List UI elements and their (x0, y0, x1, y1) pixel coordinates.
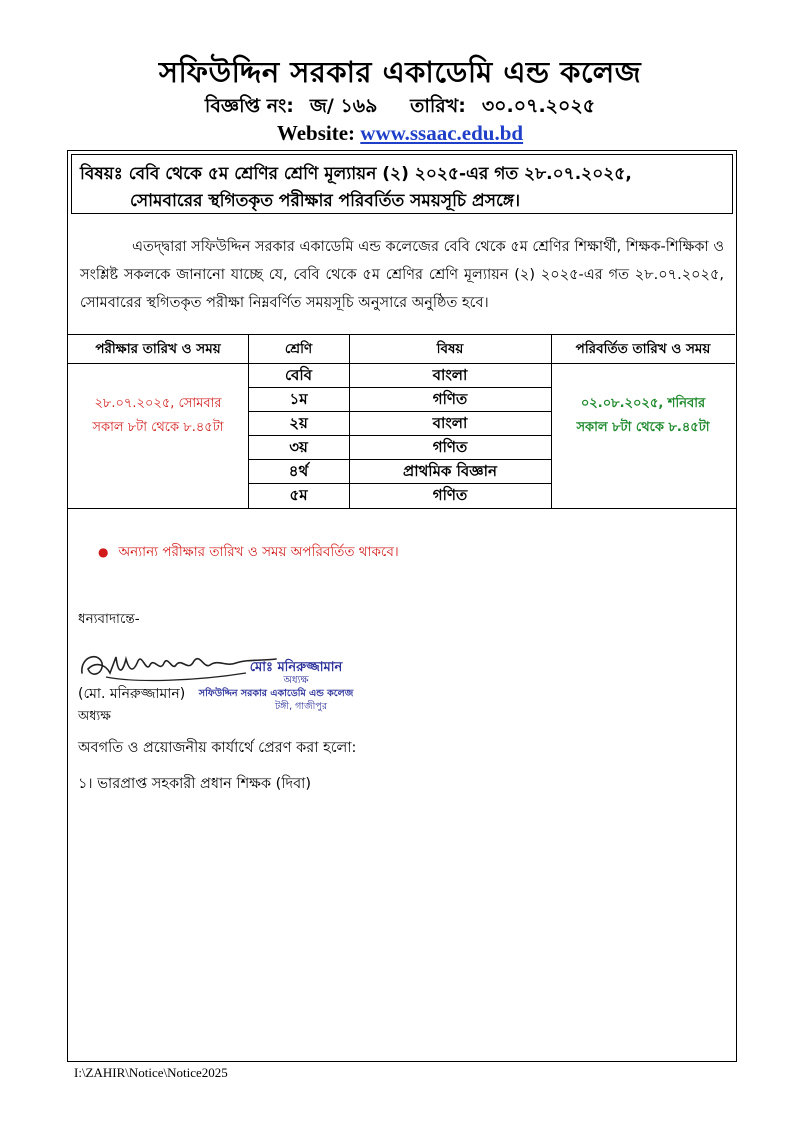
note-line (98, 541, 399, 564)
subject-cell: গণিত (432, 438, 468, 456)
file-path: I:\ZAHIR\Notice\Notice2025 (74, 1065, 228, 1080)
seal-place: টঙ্গী, গাজীপুর (274, 701, 328, 712)
header-old-datetime: পরীক্ষার তারিখ ও সময় (95, 341, 221, 357)
class-cell: ৪র্থ (288, 462, 309, 480)
subject-cell: বাংলা (432, 366, 468, 384)
closing-text: ধন্যবাদান্তে- (78, 611, 140, 627)
class-cell: ২য় (289, 414, 308, 432)
new-datetime-cell (551, 392, 735, 440)
table-bottom-rule (68, 508, 736, 509)
header-new-datetime: পরিবর্তিত তারিখ ও সময় (575, 341, 711, 357)
table-row (248, 364, 551, 388)
memo-number: জ/ ১৬৯ (309, 95, 378, 117)
bullet-icon: ● (98, 545, 109, 559)
table-row (248, 412, 551, 436)
old-datetime-cell (68, 392, 248, 440)
notice-frame (67, 150, 737, 1062)
header-class: শ্রেণি (284, 341, 313, 357)
class-cell: ১ম (289, 390, 308, 408)
signer-role: অধ্যক্ষ (78, 709, 111, 724)
subject-cell: গণিত (432, 390, 468, 408)
subject-cell: বাংলা (432, 414, 468, 432)
old-time: সকাল ৮টা থেকে ৮.৪৫টা (92, 420, 224, 435)
forward-text: অবগতি ও প্রয়োজনীয় কার্যার্থে প্রেরণ করা হলো: (78, 740, 357, 756)
class-cell: বেবি (284, 366, 313, 384)
old-date: ২৮.০৭.২০২৫, সোমবার (94, 396, 222, 411)
signer-name: (মো. মনিরুজ্জামান) (78, 686, 186, 702)
table-row (248, 484, 551, 508)
date-label: তারিখ: (410, 95, 466, 117)
schedule-table (68, 334, 735, 504)
class-cell: ৫ম (289, 486, 308, 504)
note-text: অন্যান্য পরীক্ষার তারিখ ও সময় অপরিবর্তিত থাকবে। (118, 544, 399, 560)
recipient-item: ১। ভারপ্রাপ্ত সহকারী প্রধান শিক্ষক (দিবা) (78, 776, 312, 792)
subject-line-1: বিষয়ঃ বেবি থেকে ৫ম শ্রেণির শ্রেণি মূল্যায়ন (২) ২০২৫-এর গত ২৮.০৭.২০২৫, (80, 164, 632, 184)
memo-label: বিজ্ঞপ্তি নং: (204, 95, 294, 117)
website-line (0, 121, 800, 146)
class-cell: ৩য় (289, 438, 308, 456)
header-subject: বিষয় (436, 341, 464, 357)
seal-institution: সফিউদ্দিন সরকার একাডেমি এন্ড কলেজ (198, 688, 354, 699)
new-time: সকাল ৮টা থেকে ৮.৪৫টা (576, 420, 710, 435)
website-link[interactable]: www.ssaac.edu.bd (360, 121, 524, 145)
seal-name: মোঃ মনিরুজ্জামান (249, 660, 343, 675)
subject-cell: গণিত (432, 486, 468, 504)
memo-date: ৩০.০৭.২০২৫ (481, 95, 596, 117)
schedule-header-row (68, 334, 735, 364)
seal-role: অধ্যক্ষ (283, 675, 309, 686)
memo-line (0, 92, 800, 124)
table-row (248, 460, 551, 484)
subject-box (71, 154, 733, 214)
official-seal (176, 661, 376, 713)
subject-line-2: সোমবারের স্থগিতকৃত পরীক্ষার পরিবর্তিত সময়সূচি প্রসঙ্গে। (130, 191, 521, 211)
notice-body: এতদ্দ্বারা সফিউদ্দিন সরকার একাডেমি এন্ড কলেজের বেবি থেকে ৫ম শ্রেণির শিক্ষার্থী, শিক্ষক-শিক্ষিকা ও সংশ্লিষ্ট সকলকে জানানো যাচ্ছে যে, বেবি থেকে ৫ম শ্রেণির শ্রেণি মূল্যায়ন (২) ২০২৫-এর গত ২৮.০৭.২০২৫, সোমবারের স্থগিতকৃত পরীক্ষা নিম্নবর্ণিত সময়সূচি অনুসারে অনুষ্ঠিত হবে। (80, 239, 724, 311)
table-row (248, 436, 551, 460)
institution-name: সফিউদ্দিন সরকার একাডেমি এন্ড কলেজ (158, 55, 642, 89)
new-date: ০২.০৮.২০২৫, শনিবার (580, 396, 706, 411)
website-label: Website: (276, 121, 356, 145)
subject-cell: প্রাথমিক বিজ্ঞান (403, 462, 497, 480)
table-row (248, 388, 551, 412)
